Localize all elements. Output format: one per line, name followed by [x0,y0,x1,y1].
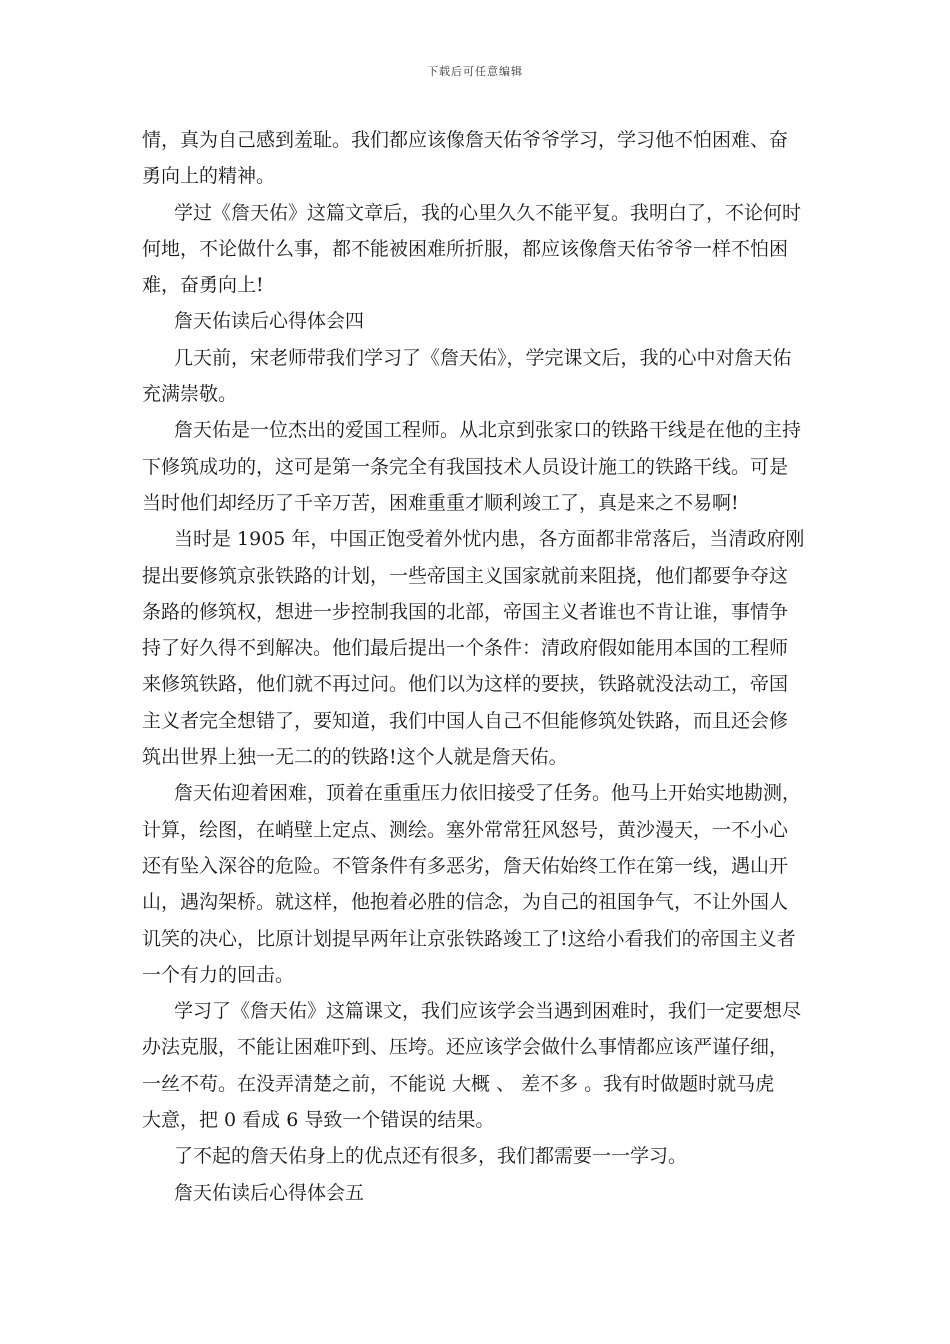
text-line: 情，真为自己感到羞耻。我们都应该像詹天佑爷爷学习，学习他不怕困难、奋 [142,129,789,151]
text-line: 勇向上的精神。 [142,165,276,188]
text-line: 筑出世界上独一无二的的铁路!这个人就是詹天佑。 [142,746,568,769]
text-line: 学习了《詹天佑》这篇课文，我们应该学会当遇到困难时，我们一定要想尽 [174,1000,802,1023]
text-line: 几天前，宋老师带我们学习了《詹天佑》，学完课文后，我的心中对詹天佑 [174,346,792,369]
text-line: 当时他们却经历了千辛万苦，困难重重才顺利竣工了，真是来之不易啊! [142,491,739,514]
text-line: 詹天佑读后心得体会五 [174,1181,365,1204]
text-line: 充满崇敬。 [142,383,238,406]
text-line: 山，遇沟架桥。就这样，他抱着必胜的信念，为自己的祖国争气，不让外国人 [142,891,789,914]
text-line: 大意，把 0 看成 6 导致一个错误的结果。 [142,1109,495,1132]
text-line: 何地，不论做什么事，都不能被困难所折服，都应该像詹天佑爷爷一样不怕困 [142,237,789,260]
text-line: 一个有力的回击。 [142,963,295,986]
text-line: 计算，绘图，在峭壁上定点、测绘。塞外常常狂风怒号，黄沙漫天，一不小心 [142,818,789,841]
text-line: 学过《詹天佑》这篇文章后，我的心里久久不能平复。我明白了，不论何时 [174,201,802,224]
page-header: 下载后可任意编辑 [427,65,523,78]
text-line: 还有坠入深谷的危险。不管条件有多恶劣，詹天佑始终工作在第一线，遇山开 [142,854,789,877]
text-line: 了不起的詹天佑身上的优点还有很多，我们都需要一一学习。 [174,1145,688,1168]
text-line: 讥笑的决心，比原计划提早两年让京张铁路竣工了!这给小看我们的帝国主义者 [142,927,796,950]
text-line: 詹天佑迎着困难，顶着在重重压力依旧接受了任务。他马上开始实地勘测， [174,782,802,805]
text-line: 条路的修筑权，想进一步控制我国的北部，帝国主义者谁也不肯让谁，事情争 [142,600,789,623]
text-line: 提出要修筑京张铁路的计划，一些帝国主义国家就前来阻挠，他们都要争夺这 [142,564,789,587]
text-line: 下修筑成功的，这可是第一条完全有我国技术人员设计施工的铁路干线。可是 [142,455,789,478]
document-body [142,122,810,1211]
text-line: 一丝不苟。在没弄清楚之前，不能说 大概 、 差不多 。我有时做题时就马虎 [142,1072,775,1095]
text-line: 詹天佑是一位杰出的爱国工程师。从北京到张家口的铁路干线是在他的主持 [174,419,802,442]
text-line: 难，奋勇向上! [142,274,264,297]
text-line: 詹天佑读后心得体会四 [174,310,365,333]
text-line: 主义者完全想错了，要知道，我们中国人自己不但能修筑处铁路，而且还会修 [142,709,789,732]
text-line: 办法克服，不能让困难吓到、压垮。还应该学会做什么事情都应该严谨仔细， [142,1036,789,1059]
text-line: 当时是 1905 年，中国正饱受着外忧内患，各方面都非常落后，当清政府刚 [174,528,805,551]
text-line: 来修筑铁路，他们就不再过问。他们以为这样的要挟，铁路就没法动工，帝国 [142,673,789,696]
text-line: 持了好久得不到解决。他们最后提出一个条件：清政府假如能用本国的工程师 [142,637,789,660]
